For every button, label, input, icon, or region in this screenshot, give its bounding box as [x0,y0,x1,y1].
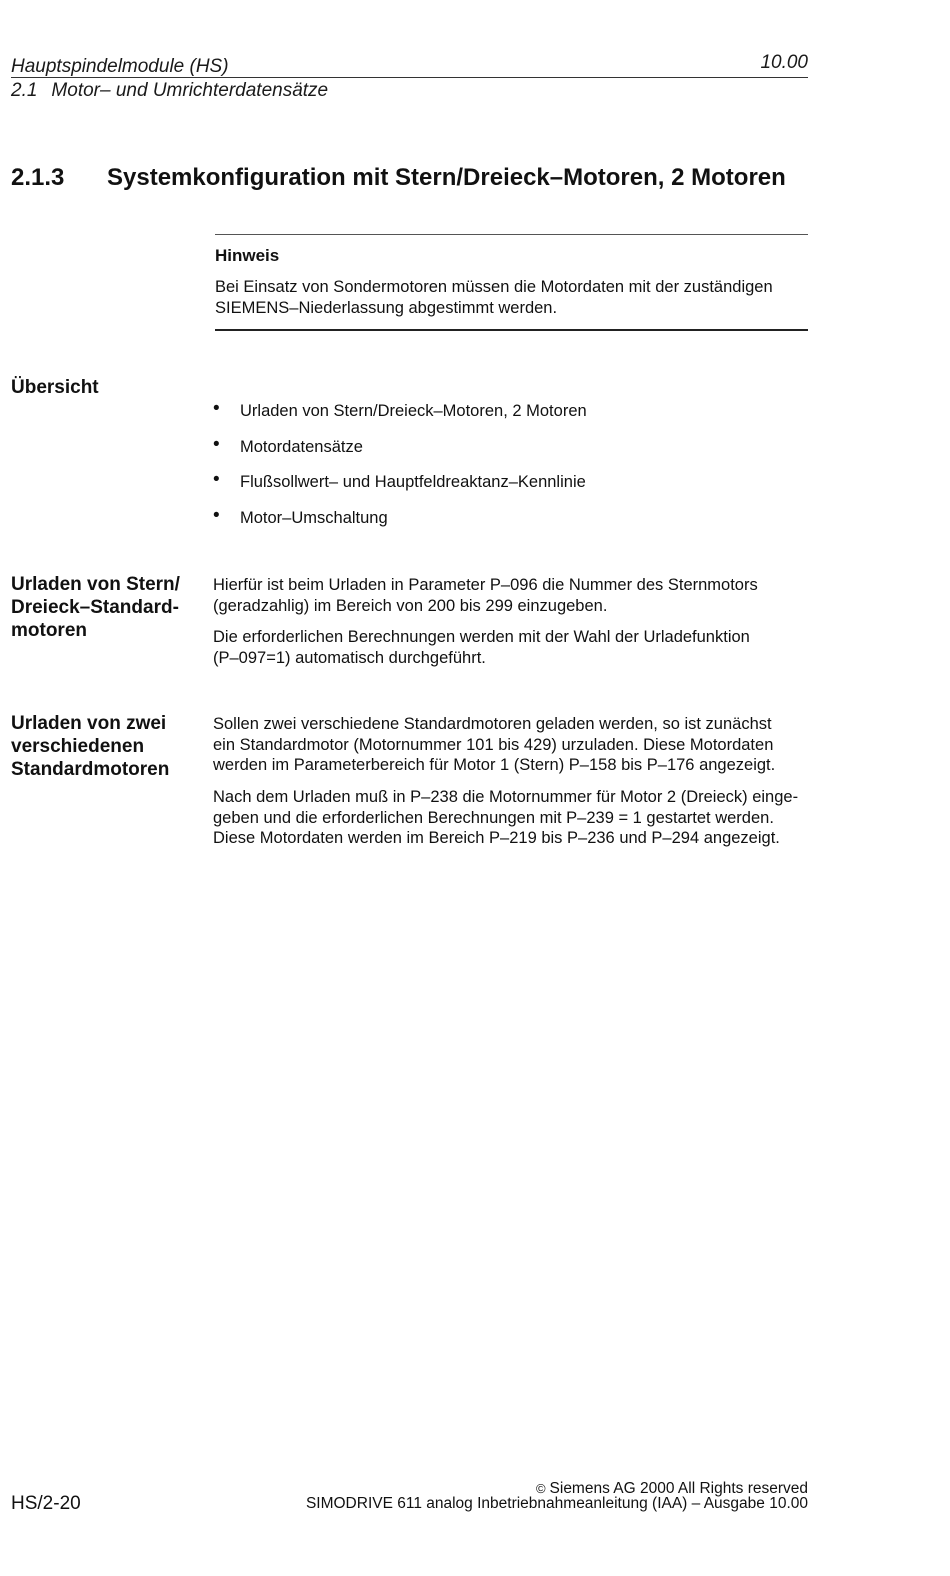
heading-line: motoren [11,620,87,641]
text-line: Diese Motordaten werden im Bereich P–219 bis P–236 und P–294 angezeigt. [213,829,780,847]
heading-line: Dreieck–Standard- [11,597,179,618]
page-number: HS/2-20 [11,1493,81,1514]
header-rule [11,77,808,78]
list-item: • Motordatensätze [213,436,587,472]
overview-list [213,400,587,542]
list-item: • Motor–Umschaltung [213,507,587,543]
note-line: Bei Einsatz von Sondermotoren müssen die Motordaten mit der zuständigen [215,278,773,296]
note-rule-top [215,234,808,235]
header-section [11,80,328,102]
text-line: Nach dem Urladen muß in P–238 die Motornummer für Motor 2 (Dreieck) einge- [213,788,799,806]
heading-line: Urladen von Stern/ [11,574,180,595]
note-label: Hinweis [215,246,280,265]
block2-heading [11,712,169,781]
header-chapter: Hauptspindelmodule (HS) [11,56,229,77]
copyright-icon: © [535,1481,546,1496]
text-line: ein Standardmotor (Motornummer 101 bis 429) urzuladen. Diese Motordaten [213,735,774,754]
header-version: 10.00 [760,52,808,73]
heading-line: Standardmotoren [11,759,170,780]
heading-line: verschiedenen [11,736,145,757]
block1-paragraph-2 [213,627,811,668]
page-title-text: Systemkonfiguration mit Stern/Dreieck–Motoren, 2 Motoren [107,164,786,191]
note-text [215,277,805,319]
text-line: Sollen zwei verschiedene Standardmotoren geladen werden, so ist zunächst [213,715,772,733]
block1-paragraph-1 [213,575,811,616]
block1-heading [11,573,180,642]
text-line: (geradzahlig) im Bereich von 200 bis 299 einzugeben. [213,596,608,615]
text-line: werden im Parameterbereich für Motor 1 (Stern) P–158 bis P–176 angezeigt. [213,756,776,774]
text-line: geben und die erforderlichen Berechnungen mit P–239 = 1 gestartet werden. [213,808,774,827]
overview-heading: Übersicht [11,377,99,398]
note-line: SIEMENS–Niederlassung abgestimmt werden. [215,299,558,317]
footer-document: SIMODRIVE 611 analog Inbetriebnahmeanleitung (IAA) – Ausgabe 10.00 [305,1495,808,1512]
text-line: Die erforderlichen Berechnungen werden mit der Wahl der Urladefunktion [213,628,750,646]
page-title [11,164,786,192]
header-section-title: Motor– und Umrichterdatensätze [51,80,329,101]
note-rule-bottom [215,329,808,331]
block2-paragraph-2 [213,787,811,849]
page-title-number: 2.1.3 [11,164,65,191]
footer-copyright-text: Siemens AG 2000 All Rights reserved [549,1480,808,1497]
header-section-number: 2.1 [11,80,38,101]
block2-paragraph-1 [213,714,811,776]
list-item: • Urladen von Stern/Dreieck–Motoren, 2 Motoren [213,400,587,436]
list-item: • Flußsollwert– und Hauptfeldreaktanz–Kennlinie [213,471,587,507]
text-line: (P–097=1) automatisch durchgeführt. [213,648,486,667]
text-line: Hierfür ist beim Urladen in Parameter P–096 die Nummer des Sternmotors [213,576,758,594]
heading-line: Urladen von zwei [11,713,167,734]
